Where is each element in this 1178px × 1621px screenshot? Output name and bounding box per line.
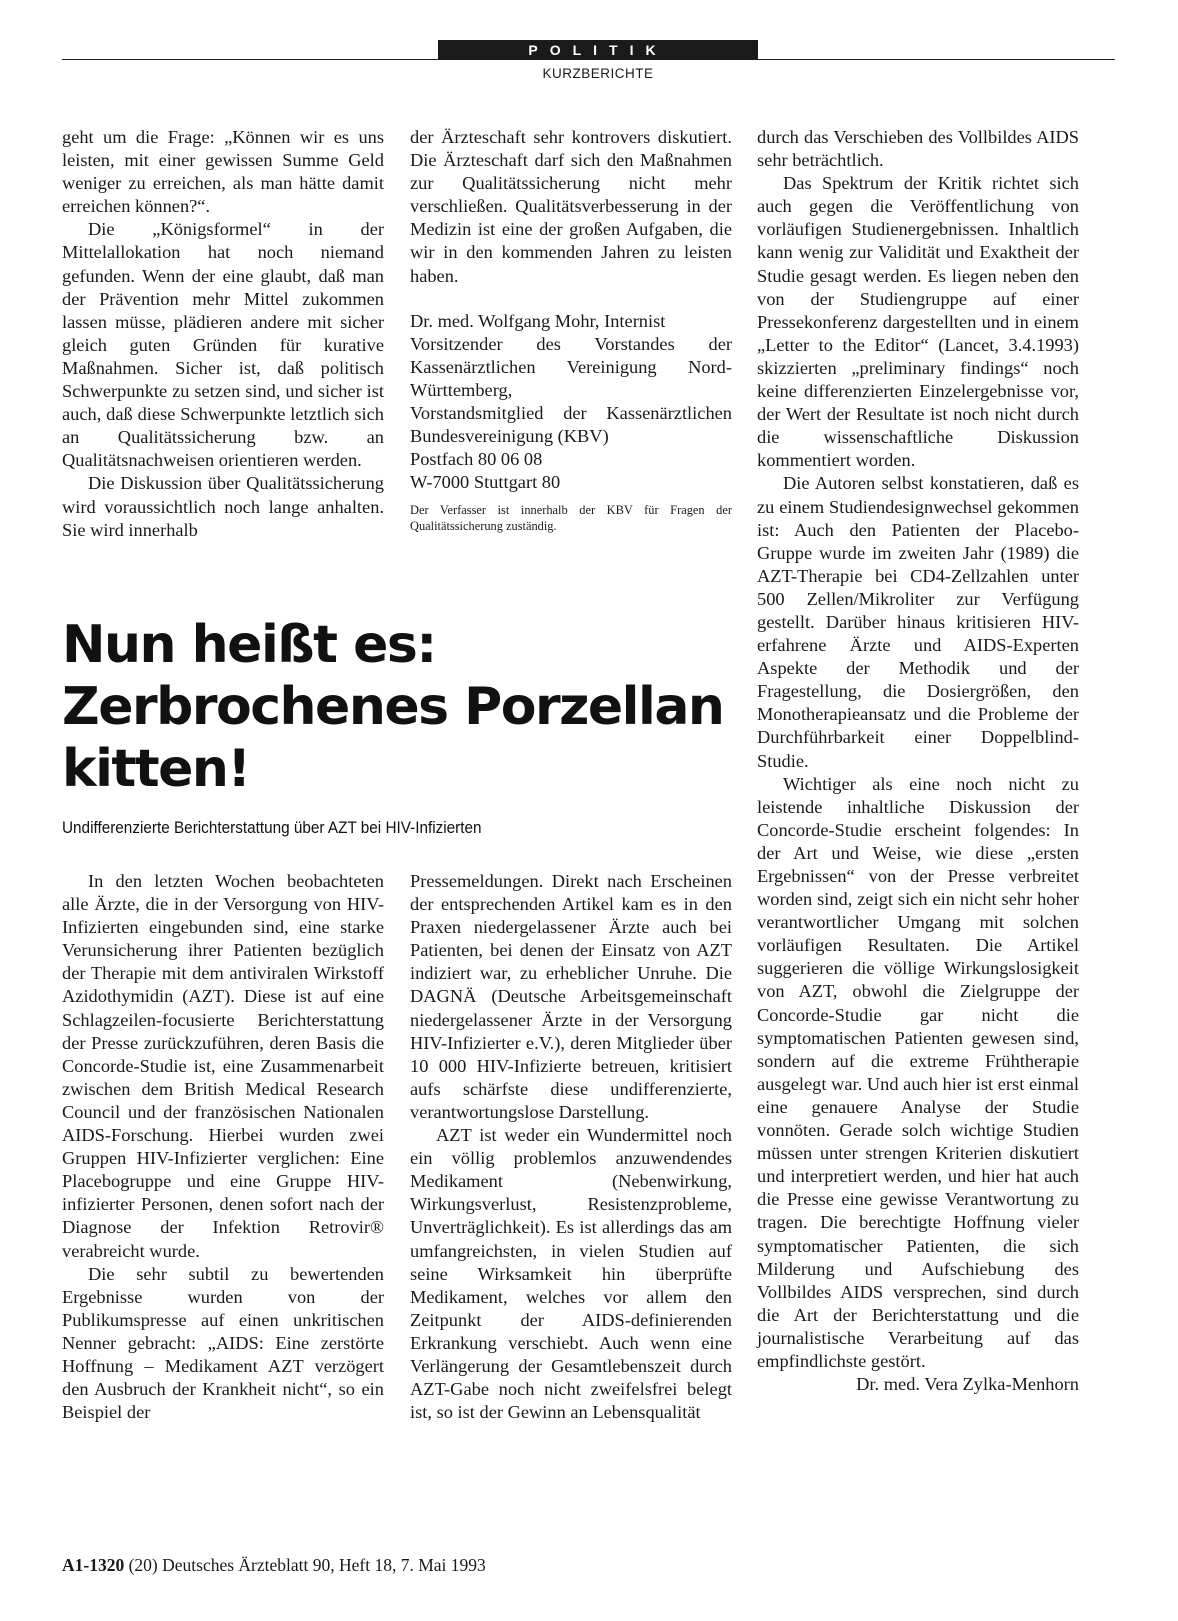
subheadline: Undifferenzierte Berichterstattung über AZT bei HIV-Infizierten: [62, 818, 482, 837]
page-code: A1-1320: [62, 1555, 125, 1575]
subsection-label: KURZBERICHTE: [542, 66, 654, 81]
headline-line: kitten!: [62, 739, 250, 799]
paragraph: In den letzten Wochen beobachteten alle Ärzte, die in der Versorgung von HIV-Infizierten eingebunden sind, eine starke Verunsicherung ihrer Patienten bezüglich der Therapie mit dem antiviralen Wirkstoff Azidothymidin (AZT). Diese ist auf eine Schlagzeilen-focusierte Berichterstattung der Presse zurückzuführen, deren Basis die Concorde-Studie ist, eine Zusammenarbeit zwischen dem British Medical Research Council und der französischen Nationalen AIDS-Forschung. Hierbei wurden zwei Gruppen HIV-Infizierter verglichen: Eine Placebogruppe und eine Gruppe HIV-infizierter Personen, denen sofort nach der Diagnose der Infektion Retrovir® verabreicht wurde.: [62, 871, 384, 1261]
article-col-3: [757, 126, 1079, 1396]
author-role: Vorsitzender des Vorstandes der Kassenärztlichen Vereinigung Nord-Württemberg,: [410, 333, 732, 400]
prev-article-col-2: [410, 126, 732, 534]
paragraph: Die Diskussion über Qualitätssicherung wird voraussichtlich noch lange anhalten. Sie wird innerhalb: [62, 473, 384, 540]
paragraph: Die Autoren selbst konstatieren, daß es zu einem Studiendesignwechsel gekommen ist: Auch den Patienten der Placebo-Gruppe wurde im zweiten Jahr (1989) die AZT-Therapie bei CD4-Zellzahlen unter 500 Zellen/Mikroliter zur Verfügung gestellt. Darüber hinaus kritisieren HIV-erfahrene Ärzte und AIDS-Experten Aspekte der Methodik und der Fragestellung, die Dosiergrößen, den Monotherapieansatz und die Probleme der Durchführbarkeit einer Doppelblind-Studie.: [757, 473, 1079, 771]
paragraph: der Ärzteschaft sehr kontrovers diskutiert. Die Ärzteschaft darf sich den Maßnahmen zur Qualitätssicherung nicht mehr verschließen. Qualitätsverbesserung in der Medizin ist eine der großen Aufgaben, die wir in den kommenden Jahren zu leisten haben.: [410, 127, 732, 286]
author-note: Der Verfasser ist innerhalb der KBV für Fragen der Qualitätssicherung zuständig.: [410, 503, 732, 534]
article-col-2: [410, 870, 732, 1424]
author-role: Vorstandsmitglied der Kassenärztlichen Bundesvereinigung (KBV): [410, 403, 732, 447]
article-col-1: [62, 870, 384, 1424]
paragraph: Das Spektrum der Kritik richtet sich auch gegen die Veröffentlichung von vorläufigen Studienergebnissen. Inhaltlich kann wenig zur Validität und Exaktheit der Studie gesagt werden. Es liegen neben den von der Studiengruppe auf einer Pressekonferenz dargestellten und in einem „Letter to the Editor“ (Lancet, 3.4.1993) skizzierten „preliminary findings“ noch keine differenzierten Einzelergebnisse vor, der Wert der Resultate ist noch nicht durch die wissenschaftliche Diskussion kommentiert worden.: [757, 173, 1079, 471]
paragraph: Die sehr subtil zu bewertenden Ergebnisse wurden von der Publikumspresse auf einen unkritischen Nenner gebracht: „AIDS: Eine zerstörte Hoffnung – Medikament AZT verzögert den Ausbruch der Krankheit nicht“, so ein Beispiel der: [62, 1263, 384, 1423]
headline-line: Nun heißt es:: [62, 615, 436, 675]
paragraph: Wichtiger als eine noch nicht zu leistende inhaltliche Diskussion der Concorde-Studie erscheint folgendes: In der Art und Weise, wie diese „ersten Ergebnissen“ von der Presse verbreitet worden sind, zeigt sich ein nicht sehr hoher verantwortlicher Umgang mit solchen vorläufigen Resultaten. Die Artikel suggerieren die völlige Wirkungslosigkeit von AZT, obwohl die Zielgruppe der Concorde-Studie gar nicht die symptomatischen Patienten gewesen sind, sondern auf die extreme Frühtherapie ausgelegt war. Und auch hier ist erst einmal eine genauere Analyse der Studie vonnöten. Gerade solch wichtige Studien müssen unter strengen Kriterien diskutiert und interpretiert werden, und hier hat auch die Presse eine gewisse Verantwortung zu tragen. Die berechtigte Hoffnung vieler symptomatischer Patienten, die sich Milderung und Aufschiebung des Vollbildes AIDS versprechen, sind durch die Art der Berichterstattung und die journalistische Verarbeitung auf das empfindlichste gestört.: [757, 773, 1079, 1371]
paragraph: durch das Verschieben des Vollbildes AIDS sehr beträchtlich.: [757, 127, 1079, 171]
headline: [62, 614, 762, 800]
author-address: W-7000 Stuttgart 80: [410, 472, 561, 493]
prev-article-col-1: [62, 126, 384, 542]
page-footer: [62, 1555, 486, 1576]
headline-line: Zerbrochenes Porzellan: [62, 677, 724, 737]
article-author: Dr. med. Vera Zylka-Menhorn: [856, 1374, 1079, 1395]
section-label: POLITIK: [438, 40, 758, 60]
paragraph: AZT ist weder ein Wundermittel noch ein völlig problemlos anzuwendendes Medikament (Nebenwirkung, Wirkungsverlust, Resistenzprobleme, Unverträglichkeit). Es ist allerdings das am umfangreichsten, in vielen Studien auf seine Wirksamkeit hin überprüfte Medikament, welches vor allem den Zeitpunkt der AIDS-definierenden Erkrankung verschiebt. Auch wenn eine Verlängerung der Gesamtlebenszeit durch AZT-Gabe noch nicht zweifelsfrei belegt ist, so ist der Gewinn an Lebensqualität: [410, 1125, 732, 1423]
publication-info: (20) Deutsches Ärzteblatt 90, Heft 18, 7. Mai 1993: [128, 1555, 486, 1575]
paragraph: Pressemeldungen. Direkt nach Erscheinen der entsprechenden Artikel kam es in den Praxen niedergelassener Ärzte auch bei Patienten, bei denen der Einsatz von AZT indiziert war, zu erheblicher Unruhe. Die DAGNÄ (Deutsche Arbeitsgemeinschaft niedergelassener Ärzte in der Versorgung HIV-Infizierter e.V.), deren Mitglieder über 10 000 HIV-Infizierte betreuen, kritisiert aufs schärfste diese undifferenzierte, verantwortungslose Darstellung.: [410, 871, 732, 1122]
paragraph: Die „Königsformel“ in der Mittelallokation hat noch niemand gefunden. Wenn der eine glaubt, daß man der Prävention mehr Mittel zukommen lassen müsse, plädieren andere mit sicher gleich guten Gründen für kurative Maßnahmen. Sicher ist, daß politisch Schwerpunkte zu setzen sind, und sicher ist auch, daß diese Schwerpunkte letztlich sich an Qualitätssicherung bzw. an Qualitätsnachweisen orientieren werden.: [62, 219, 384, 471]
paragraph: geht um die Frage: „Können wir es uns leisten, mit einer gewissen Summe Geld weniger zu erreichen, als man hätte damit erreichen können?“.: [62, 127, 384, 217]
author-name: Dr. med. Wolfgang Mohr, Internist: [410, 310, 666, 331]
author-address: Postfach 80 06 08: [410, 449, 543, 470]
